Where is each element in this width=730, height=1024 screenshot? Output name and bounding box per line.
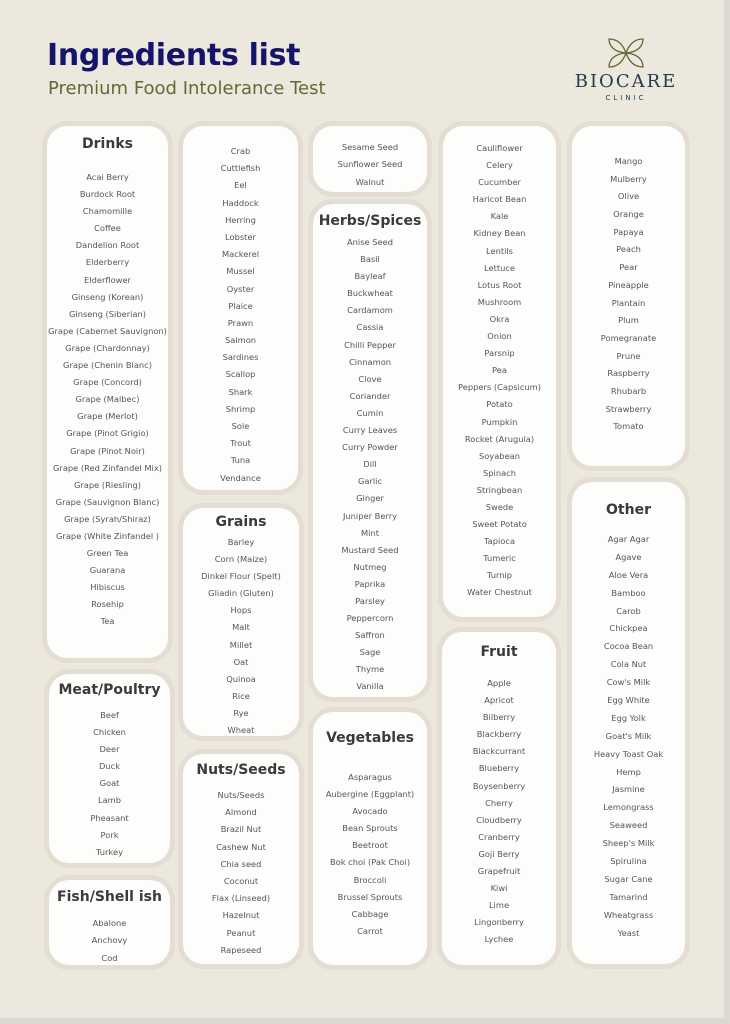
- ingredient-item: Pheasant: [90, 812, 129, 823]
- ingredient-item: Hops: [230, 605, 252, 616]
- ingredient-item: Pea: [492, 365, 507, 376]
- ingredient-item: Juniper Berry: [342, 510, 398, 521]
- ingredient-item: Chilli Pepper: [344, 339, 396, 350]
- ingredient-item: Apricot: [484, 695, 514, 706]
- ingredient-item: Cow's Milk: [606, 677, 651, 688]
- ingredient-item: Green Tea: [86, 548, 129, 559]
- ingredient-item: Chia seed: [220, 858, 262, 869]
- card-title: Fish/Shell ish: [57, 889, 162, 905]
- ingredient-item: Sardines: [222, 352, 259, 363]
- ingredient-item: Lemongrass: [603, 802, 654, 813]
- ingredient-item: Chicken: [93, 727, 126, 738]
- ingredient-item: Cloudberry: [476, 814, 522, 825]
- ingredient-item: Olive: [617, 191, 640, 202]
- ingredient-item: Peppers (Capsicum): [458, 382, 541, 393]
- ingredient-item: Almond: [225, 807, 257, 818]
- ingredient-item: Rapeseed: [220, 944, 262, 955]
- ingredient-item: Brussel Sprouts: [337, 891, 403, 902]
- vegetables-continued-card: [443, 126, 556, 617]
- ingredient-item: Guarana: [89, 565, 126, 576]
- ingredient-item: Asparagus: [348, 772, 392, 782]
- ingredient-item: Spirulina: [610, 856, 647, 867]
- ingredient-item: Kale: [490, 211, 509, 222]
- ingredient-item: Elderflower: [84, 274, 131, 285]
- ingredient-item: Grape (Riesling): [73, 479, 142, 490]
- ingredient-item: Curry Leaves: [342, 425, 398, 436]
- ingredient-item: Lingonberry: [474, 917, 524, 928]
- ingredient-item: Saffron: [355, 630, 385, 641]
- ingredient-list: [49, 915, 170, 967]
- fish-shellfish-card: [49, 880, 170, 965]
- ingredient-item: Garlic: [357, 476, 383, 487]
- ingredient-item: Pumpkin: [481, 416, 518, 427]
- ingredient-item: Yeast: [617, 927, 640, 938]
- ingredient-item: Prawn: [227, 317, 254, 328]
- grains-card: [183, 508, 299, 736]
- ingredient-item: Tumeric: [483, 553, 516, 564]
- ingredient-item: Rocket (Arugula): [464, 433, 535, 444]
- meat-poultry-card: [49, 674, 170, 863]
- ingredient-item: Bilberry: [482, 712, 516, 723]
- ingredient-item: Sesame Seed: [341, 142, 399, 152]
- ingredient-item: Rye: [233, 707, 249, 718]
- ingredient-item: Sunflower Seed: [337, 159, 403, 170]
- ingredient-item: Sage: [359, 647, 381, 658]
- ingredient-item: Rosehip: [91, 599, 124, 610]
- ingredient-item: Pineapple: [608, 279, 649, 290]
- ingredient-item: Lamb: [97, 795, 122, 806]
- ingredient-item: Tea: [100, 616, 115, 627]
- ingredient-item: Chickpea: [609, 623, 648, 634]
- ingredient-item: Quinoa: [226, 673, 256, 684]
- ingredient-item: Aubergine (Eggplant): [325, 789, 415, 800]
- brand-name: BIOCARE: [574, 71, 678, 92]
- ingredient-item: Flax (Linseed): [211, 893, 271, 904]
- ingredient-item: Anise Seed: [346, 237, 394, 247]
- ingredient-item: Ginseng (Siberian): [68, 308, 147, 319]
- ingredient-item: Heavy Toast Oak: [593, 748, 664, 759]
- ingredient-item: Grape (Cabernet Sauvignon): [48, 325, 167, 336]
- ingredient-list: [572, 153, 685, 436]
- ingredient-item: Eel: [234, 180, 247, 191]
- leaf-emblem-icon: [605, 35, 647, 71]
- ingredient-item: Grape (Merlot): [77, 411, 138, 422]
- ingredient-item: Grape (Chardonnay): [65, 342, 150, 353]
- ingredient-item: Ginger: [356, 493, 384, 504]
- ingredient-item: Cumin: [356, 407, 384, 418]
- ingredient-item: Dill: [363, 459, 377, 470]
- ingredient-item: Tapioca: [483, 536, 516, 547]
- ingredient-item: Cassia: [356, 322, 384, 333]
- ingredient-item: Mango: [614, 156, 643, 166]
- ingredient-list: [572, 531, 685, 942]
- ingredient-item: Sugar Cane: [604, 873, 653, 884]
- ingredient-item: Grape (Pinot Noir): [70, 445, 145, 456]
- ingredient-item: Beetroot: [352, 840, 388, 851]
- ingredient-item: Gliadin (Gluten): [208, 588, 274, 599]
- ingredient-item: Blackberry: [476, 729, 522, 740]
- ingredient-item: Salmon: [224, 335, 257, 346]
- ingredient-item: Corn (Maize): [214, 554, 268, 565]
- ingredient-item: Mackerel: [221, 249, 260, 260]
- ingredient-item: Cranberry: [478, 831, 520, 842]
- ingredient-item: Kidney Bean: [473, 228, 526, 239]
- ingredient-item: Goat's Milk: [605, 730, 652, 741]
- ingredient-item: Cinnamon: [348, 356, 392, 367]
- ingredient-item: Apple: [487, 678, 511, 688]
- ingredient-item: Prune: [616, 350, 641, 361]
- ingredient-item: Wheatgrass: [603, 909, 654, 920]
- ingredient-item: Avocado: [352, 806, 388, 817]
- card-title: Vegetables: [326, 730, 414, 746]
- ingredient-item: Cherry: [485, 797, 513, 808]
- ingredient-item: Millet: [229, 639, 253, 650]
- ingredient-item: Coconut: [223, 875, 259, 886]
- ingredient-item: Onion: [487, 331, 512, 342]
- ingredient-item: Cauliflower: [476, 143, 523, 153]
- ingredient-item: Agave: [615, 551, 642, 562]
- ingredient-item: Hazelnut: [222, 910, 260, 921]
- herbs-spices-card: [313, 204, 427, 697]
- ingredient-item: Turkey: [95, 846, 123, 857]
- ingredient-item: Herring: [225, 214, 256, 225]
- ingredient-item: Cucumber: [478, 177, 521, 188]
- ingredient-item: Grape (Malbec): [75, 394, 140, 405]
- ingredient-item: Bayleaf: [354, 271, 386, 282]
- ingredient-list: [313, 769, 427, 940]
- ingredient-item: Crab: [230, 146, 251, 156]
- ingredient-item: Peach: [616, 244, 641, 255]
- seeds-card: [313, 126, 427, 192]
- ingredient-item: Walnut: [355, 176, 385, 187]
- ingredient-item: Swede: [485, 501, 514, 512]
- fruit-continued-card: [572, 126, 685, 466]
- ingredient-item: Duck: [98, 761, 120, 772]
- ingredient-item: Tamarind: [609, 891, 648, 902]
- ingredient-item: Mushroom: [477, 296, 522, 307]
- ingredient-item: Cola Nut: [610, 659, 647, 670]
- ingredient-item: Turnip: [486, 570, 513, 581]
- ingredient-item: Cardamom: [347, 305, 393, 316]
- ingredient-item: Lotus Root: [477, 279, 522, 290]
- drinks-card: [47, 126, 168, 658]
- card-title: Nuts/Seeds: [196, 762, 286, 778]
- ingredient-list: [47, 169, 168, 631]
- card-title: Grains: [215, 514, 267, 530]
- ingredient-list: [443, 140, 556, 602]
- ingredient-item: Lychee: [484, 934, 514, 945]
- card-title: Other: [606, 502, 651, 518]
- ingredient-item: Bok choi (Pak Choi): [329, 857, 411, 868]
- ingredient-item: Sheep's Milk: [602, 838, 655, 849]
- ingredient-item: Raspberry: [607, 368, 650, 379]
- ingredient-item: Bamboo: [611, 587, 646, 598]
- ingredient-item: Lettuce: [483, 262, 515, 273]
- page-title: Ingredients list: [47, 38, 301, 73]
- card-title: Fruit: [480, 644, 518, 660]
- ingredient-item: Broccoli: [353, 874, 387, 885]
- ingredient-item: Grape (Syrah/Shiraz): [64, 513, 151, 524]
- ingredient-item: Jasmine: [612, 784, 645, 795]
- ingredient-item: Mussel: [226, 266, 255, 277]
- ingredient-list: [183, 143, 298, 487]
- ingredient-item: Thyme: [355, 664, 385, 675]
- ingredient-item: Orange: [613, 209, 644, 220]
- ingredient-item: Peppercorn: [346, 613, 394, 624]
- ingredient-item: Shark: [228, 386, 253, 397]
- ingredient-item: Mint: [361, 527, 379, 538]
- ingredient-item: Cocoa Bean: [603, 641, 654, 652]
- ingredient-item: Haddock: [222, 197, 259, 208]
- ingredient-item: Hibiscus: [90, 582, 125, 593]
- ingredient-item: Rhubarb: [610, 385, 647, 396]
- ingredient-list: [183, 534, 299, 739]
- ingredient-item: Oyster: [226, 283, 255, 294]
- ingredient-item: Plantain: [611, 297, 646, 308]
- ingredient-item: Pear: [619, 262, 638, 273]
- ingredient-item: Pomegranate: [600, 332, 657, 343]
- ingredient-item: Papaya: [613, 226, 644, 237]
- ingredient-item: Pork: [100, 829, 119, 840]
- ingredient-item: Barley: [227, 537, 255, 547]
- ingredient-item: Plum: [618, 315, 639, 326]
- ingredient-item: Nutmeg: [353, 561, 387, 572]
- ingredient-item: Parsley: [355, 595, 385, 606]
- nuts-seeds-card: [183, 754, 299, 964]
- ingredient-item: Cod: [101, 952, 118, 963]
- ingredient-list: [49, 707, 170, 861]
- ingredient-item: Grape (White Zinfandel ): [56, 530, 159, 541]
- ingredient-item: Chamomille: [82, 206, 133, 217]
- ingredient-item: Oat: [233, 656, 249, 667]
- ingredient-item: Grape (Red Zinfandel Mix): [52, 462, 162, 473]
- ingredient-item: Wheat: [227, 725, 255, 736]
- ingredient-item: Carrot: [357, 925, 383, 936]
- ingredient-item: Coriander: [349, 390, 391, 401]
- ingredient-item: Anchovy: [91, 935, 128, 946]
- ingredient-item: Curry Powder: [342, 442, 398, 453]
- ingredient-item: Parsnip: [484, 348, 515, 359]
- ingredient-item: Egg Yolk: [611, 712, 646, 723]
- ingredient-list: [183, 787, 299, 959]
- ingredient-item: Tuna: [230, 455, 251, 466]
- ingredient-item: Mustard Seed: [341, 544, 399, 555]
- ingredient-item: Ginseng (Korean): [71, 291, 144, 302]
- ingredient-item: Abalone: [92, 918, 127, 928]
- ingredient-item: Grape (Sauvignon Blanc): [55, 496, 160, 507]
- seafood-card: [183, 126, 298, 490]
- ingredient-item: Kiwi: [490, 883, 508, 894]
- ingredient-item: Grape (Pinot Grigio): [66, 428, 149, 439]
- ingredient-item: Lime: [488, 900, 510, 911]
- ingredient-item: Celery: [486, 160, 513, 171]
- ingredient-item: Potato: [486, 399, 513, 410]
- ingredient-item: Brazil Nut: [220, 824, 262, 835]
- ingredient-item: Tomato: [613, 421, 644, 432]
- ingredient-item: Shrimp: [225, 403, 256, 414]
- ingredient-item: Vanilla: [356, 681, 384, 692]
- ingredient-item: Strawberry: [605, 403, 652, 414]
- ingredient-item: Grape (Concord): [73, 377, 142, 388]
- card-title: Meat/Poultry: [58, 682, 161, 698]
- ingredient-item: Egg White: [607, 695, 650, 706]
- other-card: [572, 482, 685, 964]
- ingredient-item: Carob: [616, 605, 641, 616]
- ingredient-item: Cashew Nut: [216, 841, 266, 852]
- ingredient-list: [313, 234, 427, 696]
- ingredient-item: Clove: [358, 373, 382, 384]
- page-subtitle: Premium Food Intolerance Test: [48, 78, 326, 99]
- ingredient-item: Water Chestnut: [467, 587, 532, 598]
- ingredient-item: Boysenberry: [472, 780, 526, 791]
- ingredient-item: Soyabean: [478, 450, 521, 461]
- ingredient-item: Mulberry: [610, 173, 647, 184]
- ingredient-item: Goat: [99, 778, 120, 789]
- ingredient-item: Hemp: [616, 766, 641, 777]
- card-title: Herbs/Spices: [318, 213, 422, 229]
- ingredient-item: Grape (Chenin Blanc): [63, 360, 152, 371]
- ingredient-item: Plaice: [228, 300, 253, 311]
- ingredient-item: Haricot Bean: [472, 194, 527, 205]
- ingredient-item: Okra: [489, 313, 510, 324]
- ingredient-list: [442, 675, 556, 949]
- ingredient-item: Blueberry: [478, 763, 520, 774]
- fruit-card: [442, 632, 556, 965]
- ingredient-item: Stringbean: [476, 484, 523, 495]
- brand-subtitle: CLINIC: [605, 94, 647, 102]
- ingredient-item: Dinkel Flour (Spelt): [201, 571, 281, 582]
- ingredient-item: Acai Berry: [86, 172, 129, 182]
- ingredient-item: Coffee: [94, 223, 121, 234]
- ingredient-item: Nuts/Seeds: [217, 790, 265, 800]
- ingredient-item: Trout: [230, 438, 251, 449]
- card-title: Drinks: [82, 136, 133, 152]
- ingredient-item: Paprika: [354, 578, 386, 589]
- ingredient-item: Scallop: [225, 369, 256, 380]
- ingredient-item: Peanut: [226, 927, 256, 938]
- ingredient-item: Buckwheat: [347, 288, 393, 299]
- ingredient-item: Beef: [100, 710, 119, 720]
- ingredient-item: Dandelion Root: [75, 240, 140, 251]
- ingredient-item: Spinach: [482, 467, 516, 478]
- ingredient-item: Malt: [232, 622, 250, 633]
- ingredient-item: Lobster: [225, 231, 256, 242]
- ingredient-item: Vendance: [220, 472, 261, 483]
- ingredient-item: Seaweed: [609, 820, 648, 831]
- ingredient-item: Grapefruit: [477, 866, 521, 877]
- ingredient-item: Deer: [99, 744, 120, 755]
- ingredient-item: Blackcurrant: [472, 746, 526, 757]
- ingredient-item: Agar Agar: [607, 534, 650, 544]
- ingredient-item: Bean Sprouts: [342, 823, 398, 834]
- ingredient-item: Elderberry: [85, 257, 130, 268]
- ingredient-list: [313, 139, 427, 191]
- ingredient-item: Goji Berry: [478, 848, 520, 859]
- biocare-logo: [562, 33, 690, 109]
- ingredient-item: Sweet Potato: [472, 519, 527, 530]
- ingredient-item: Cuttlefish: [220, 163, 261, 174]
- ingredient-item: Aloe Vera: [608, 569, 649, 580]
- ingredient-item: Rice: [232, 690, 250, 701]
- ingredient-item: Burdock Root: [79, 189, 136, 200]
- ingredient-item: Sole: [231, 421, 250, 431]
- ingredient-item: Lentils: [485, 245, 514, 256]
- vegetables-card: [313, 712, 427, 965]
- ingredient-item: Cabbage: [351, 908, 389, 919]
- ingredient-item: Basil: [360, 254, 380, 265]
